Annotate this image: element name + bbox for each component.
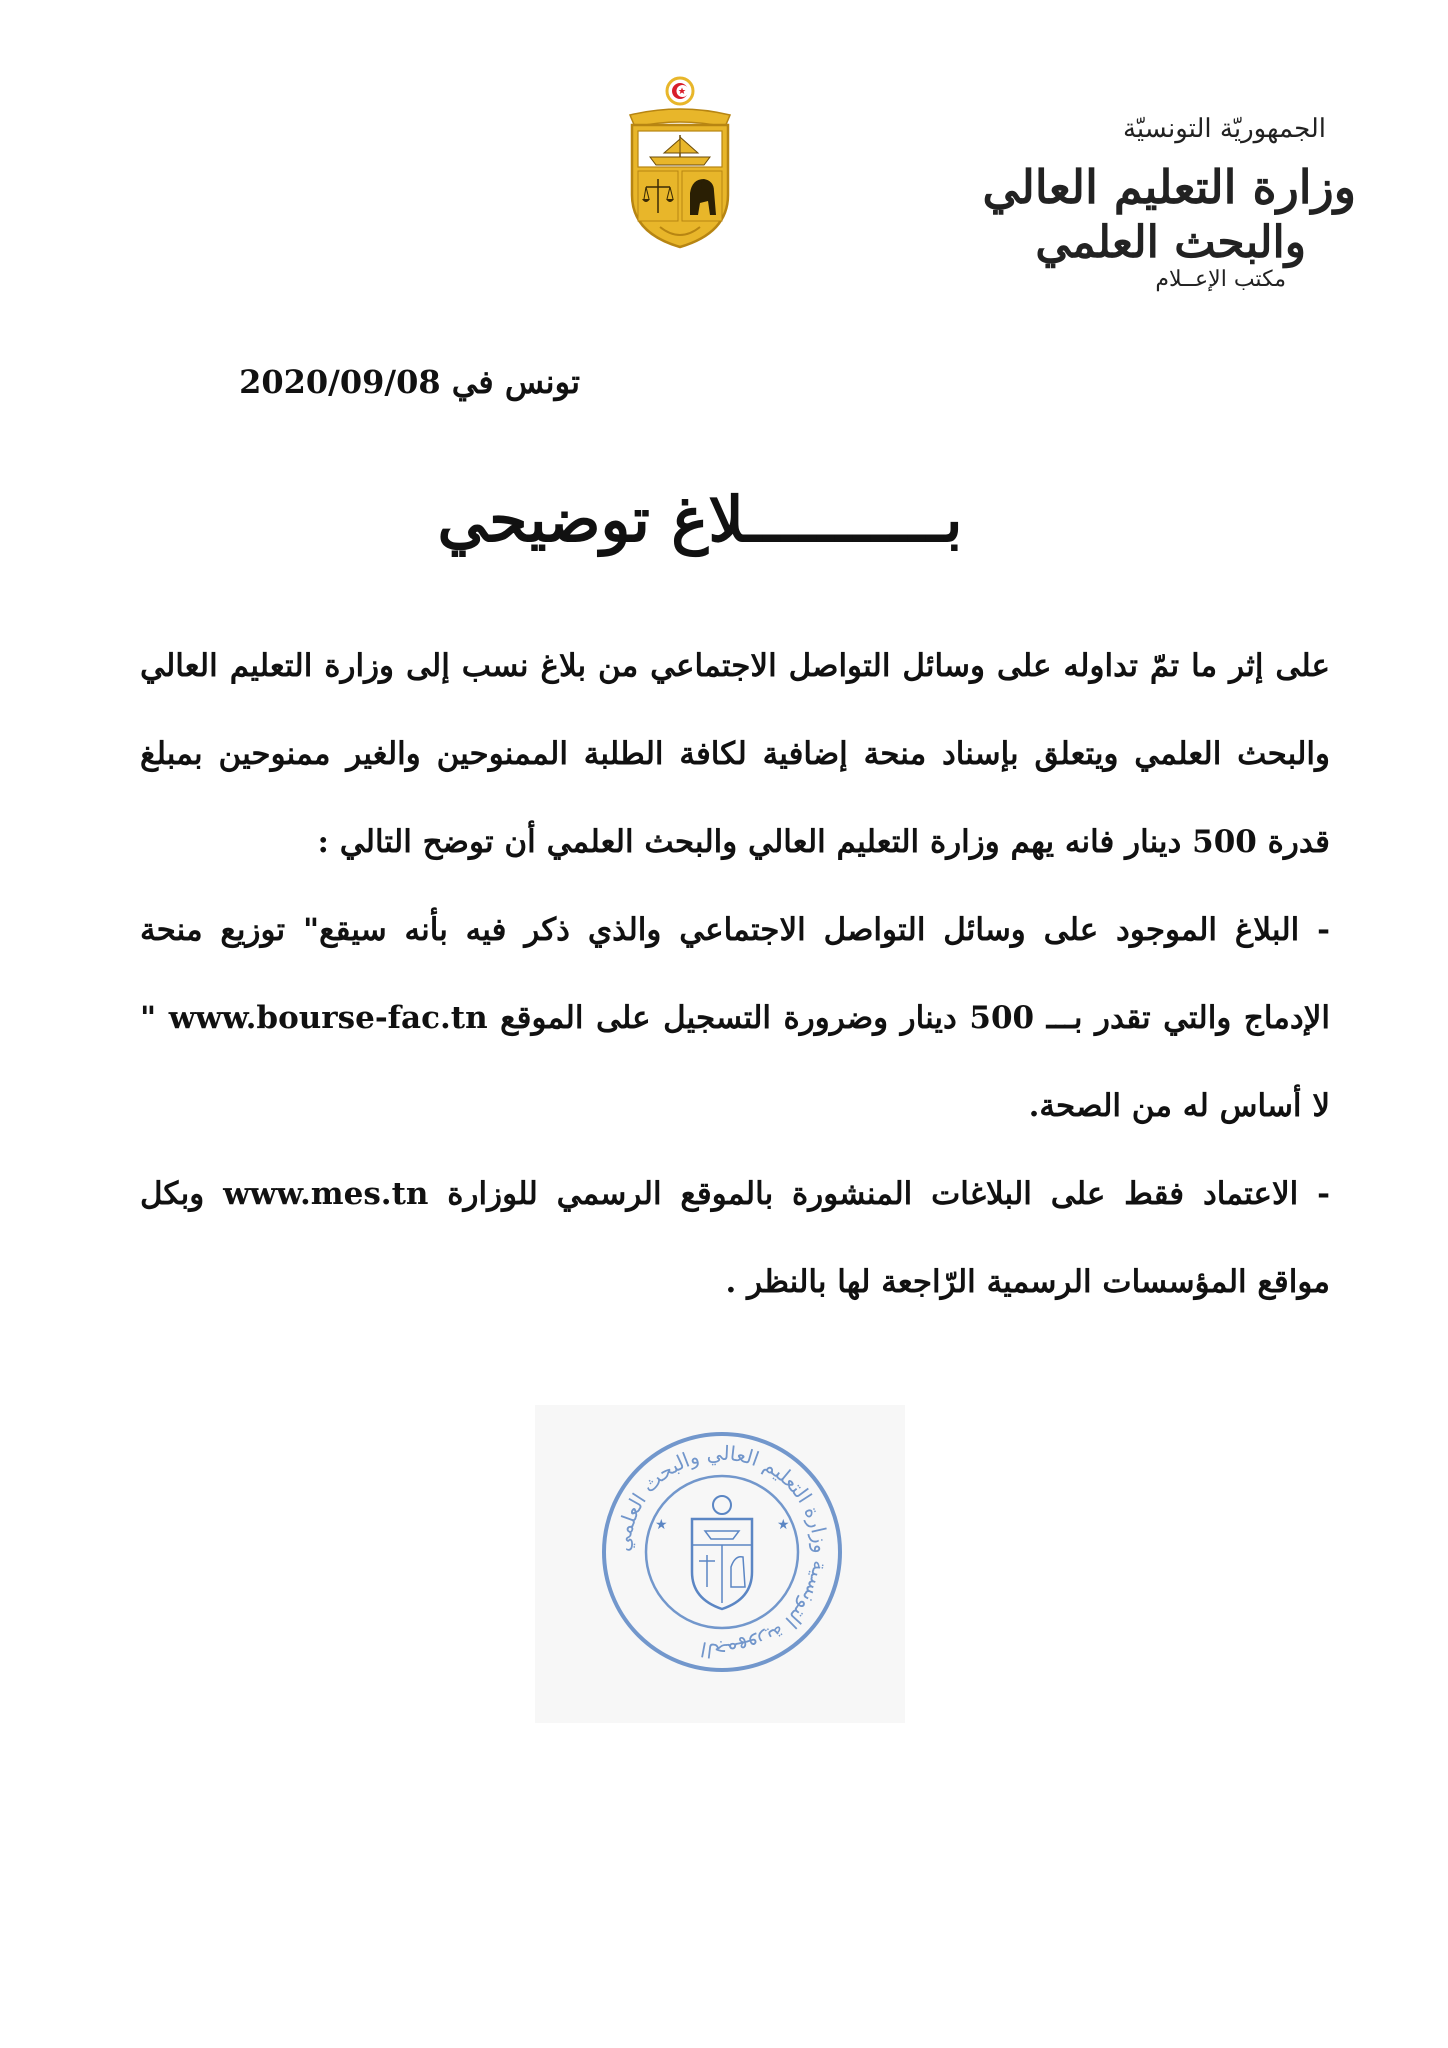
stamp-area bbox=[535, 1405, 905, 1723]
ministry-header bbox=[956, 112, 1356, 294]
svg-text:★: ★ bbox=[655, 1517, 668, 1533]
point-1-text-part2: " لا أساس له من الصحة. bbox=[140, 1000, 1330, 1124]
ministry-name-line1: وزارة التعليم العالي bbox=[982, 160, 1356, 214]
official-stamp-seal bbox=[597, 1427, 847, 1677]
republic-name: الجمهوريّة التونسيّة bbox=[1122, 114, 1326, 144]
document-date: تونس في 2020/09/08 bbox=[239, 363, 580, 401]
svg-text:★: ★ bbox=[777, 1517, 790, 1533]
bourse-fac-website: www.bourse-fac.tn bbox=[168, 1000, 488, 1036]
ministry-name-line2: والبحث العلمي bbox=[1035, 217, 1306, 268]
point-2-paragraph bbox=[140, 1150, 1330, 1326]
coat-of-arms-emblem bbox=[620, 75, 740, 250]
media-office-label: مكتب الإعــلام bbox=[1155, 267, 1286, 292]
point-1-paragraph bbox=[140, 886, 1330, 1150]
document-body bbox=[140, 622, 1330, 1326]
point-2-text-part2: وبكل مواقع المؤسسات الرسمية الرّاجعة لها بالنظر . bbox=[140, 1176, 1330, 1300]
document-title: بـــــــــــلاغ توضيحي bbox=[437, 483, 963, 556]
seal-text: الجمهورية التونسية وزارة التعليم العالي والبحث العلمي bbox=[610, 1440, 834, 1664]
point-2-text-part1: - الاعتماد فقط على البلاغات المنشورة بالموقع الرسمي للوزارة bbox=[447, 1176, 1330, 1212]
intro-paragraph: على إثر ما تمّ تداوله على وسائل التواصل الاجتماعي من بلاغ نسب إلى وزارة التعليم العالي والبحث العلمي ويتعلق بإسناد منحة إضافية لكافة الطلبة الممنوحين والغير ممنوحين بمبلغ قدرة 500 دينار فانه يهم وزارة التعليم العالي والبحث العلمي أن توضح التالي : bbox=[140, 648, 1330, 860]
point-1-text-part1: - البلاغ الموجود على وسائل التواصل الاجتماعي والذي ذكر فيه بأنه سيقع" توزيع منحة الإدماج والتي تقدر بـــ 500 دينار وضرورة التسجيل على الموقع bbox=[140, 912, 1330, 1036]
ministry-website: www.mes.tn bbox=[223, 1176, 429, 1212]
